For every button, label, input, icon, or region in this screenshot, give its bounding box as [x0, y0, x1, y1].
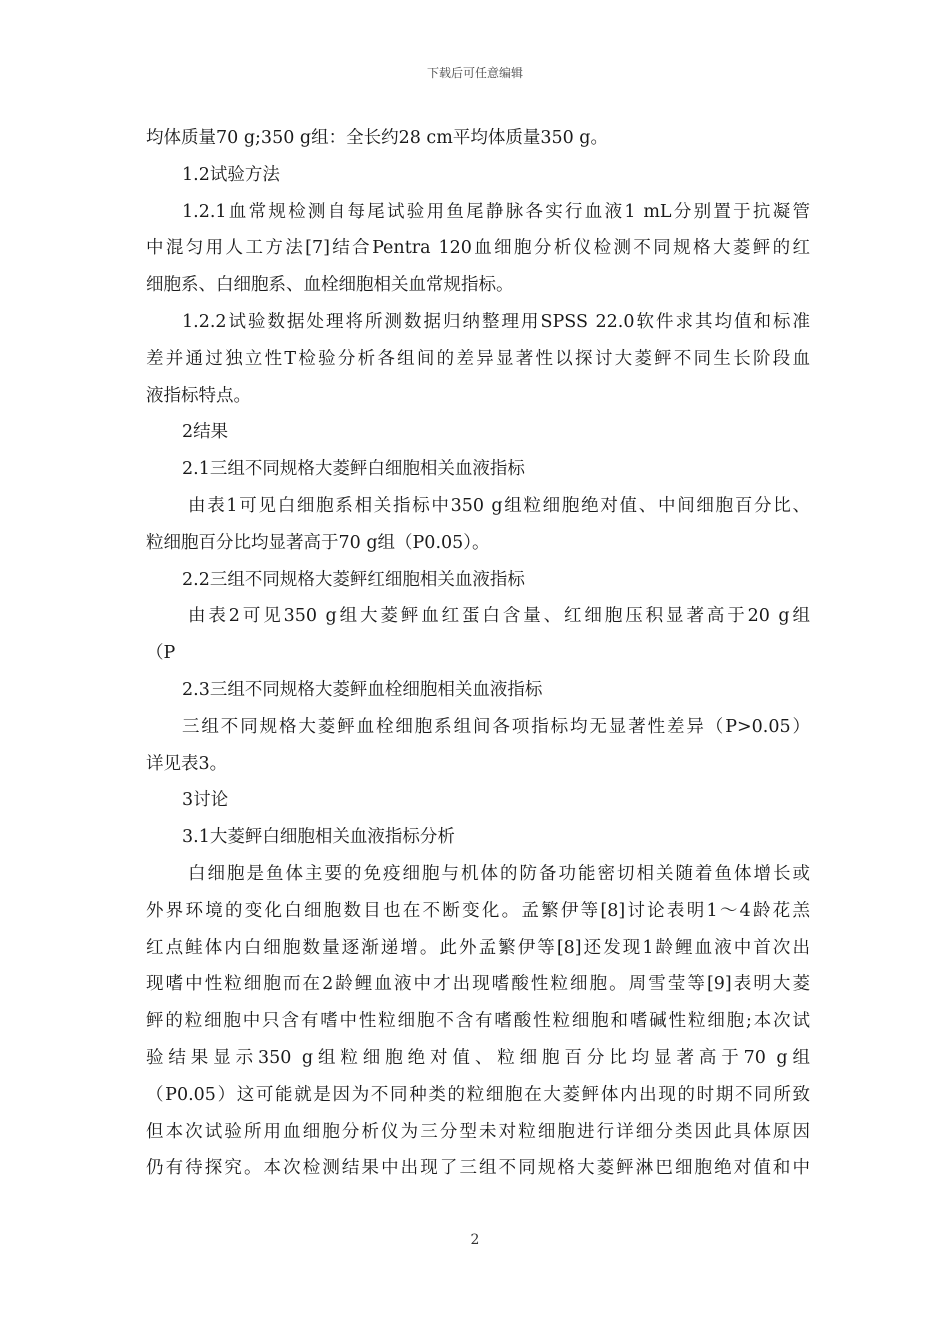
text-line: 三组不同规格大菱鲆血栓细胞系组间各项指标均无显著性差异（P>0.05） [182, 716, 810, 737]
section-heading-2-3: 2.3三组不同规格大菱鲆血栓细胞相关血液指标 [182, 679, 543, 700]
text-line: 1.2.1血常规检测自每尾试验用鱼尾静脉各实行血液1 mL分别置于抗凝管 [182, 201, 810, 222]
text-line: 验结果显示350 g组粒细胞绝对值、粒细胞百分比均显著高于70 g组 [146, 1047, 810, 1068]
text-line: 红点鲑体内白细胞数量逐渐递增。此外孟繁伊等[8]还发现1龄鲤血液中首次出 [146, 937, 810, 958]
section-heading-2: 2结果 [182, 422, 229, 443]
page-header: 下载后可任意编辑 [426, 66, 523, 80]
text-line: 鲆的粒细胞中只含有嗜中性粒细胞不含有嗜酸性粒细胞和嗜碱性粒细胞;本次试 [146, 1011, 810, 1032]
text-line: 现嗜中性粒细胞而在2龄鲤血液中才出现嗜酸性粒细胞。周雪莹等[9]表明大菱 [146, 974, 810, 995]
text-line: 白细胞是鱼体主要的免疫细胞与机体的防备功能密切相关随着鱼体增长或 [188, 863, 810, 884]
text-line: 中混匀用人工方法[7]结合Pentra 120血细胞分析仪检测不同规格大菱鲆的红 [146, 238, 810, 259]
text-line: 详见表3。 [146, 753, 228, 774]
text-line: 差并通过独立性T检验分析各组间的差异显著性以探讨大菱鲆不同生长阶段血 [146, 348, 810, 369]
text-line: 液指标特点。 [146, 385, 251, 406]
text-line: 由表1可见白细胞系相关指标中350 g组粒细胞绝对值、中间细胞百分比、 [188, 495, 810, 516]
text-line: 粒细胞百分比均显著高于70 g组（P0.05）。 [146, 532, 490, 553]
text-line: （P0.05）这可能就是因为不同种类的粒细胞在大菱鲆体内出现的时期不同所致 [146, 1084, 810, 1105]
text-line: 细胞系、白细胞系、血栓细胞相关血常规指标。 [146, 275, 514, 296]
text-line: 1.2.2试验数据处理将所测数据归纳整理用SPSS 22.0软件求其均值和标准 [182, 311, 810, 332]
section-heading-2-2: 2.2三组不同规格大菱鲆红细胞相关血液指标 [182, 569, 525, 590]
text-line: （P [146, 643, 176, 664]
text-line: 均体质量70 g;350 g组：全长约28 cm平均体质量350 g。 [146, 128, 608, 148]
section-heading-3: 3讨论 [182, 790, 229, 811]
section-heading-2-1: 2.1三组不同规格大菱鲆白细胞相关血液指标 [182, 459, 525, 480]
section-heading-1-2: 1.2试验方法 [182, 164, 280, 185]
text-line: 仍有待探究。本次检测结果中出现了三组不同规格大菱鲆淋巴细胞绝对值和中 [146, 1158, 810, 1179]
page-number: 2 [470, 1232, 480, 1248]
text-line: 由表2可见350 g组大菱鲆血红蛋白含量、红细胞压积显著高于20 g组 [188, 606, 810, 627]
section-heading-3-1: 3.1大菱鲆白细胞相关血液指标分析 [182, 827, 455, 848]
text-line: 外界环境的变化白细胞数目也在不断变化。孟繁伊等[8]讨论表明1～4龄花羔 [146, 900, 810, 921]
document-body [146, 120, 810, 1187]
text-line: 但本次试验所用血细胞分析仪为三分型未对粒细胞进行详细分类因此具体原因 [146, 1121, 810, 1142]
